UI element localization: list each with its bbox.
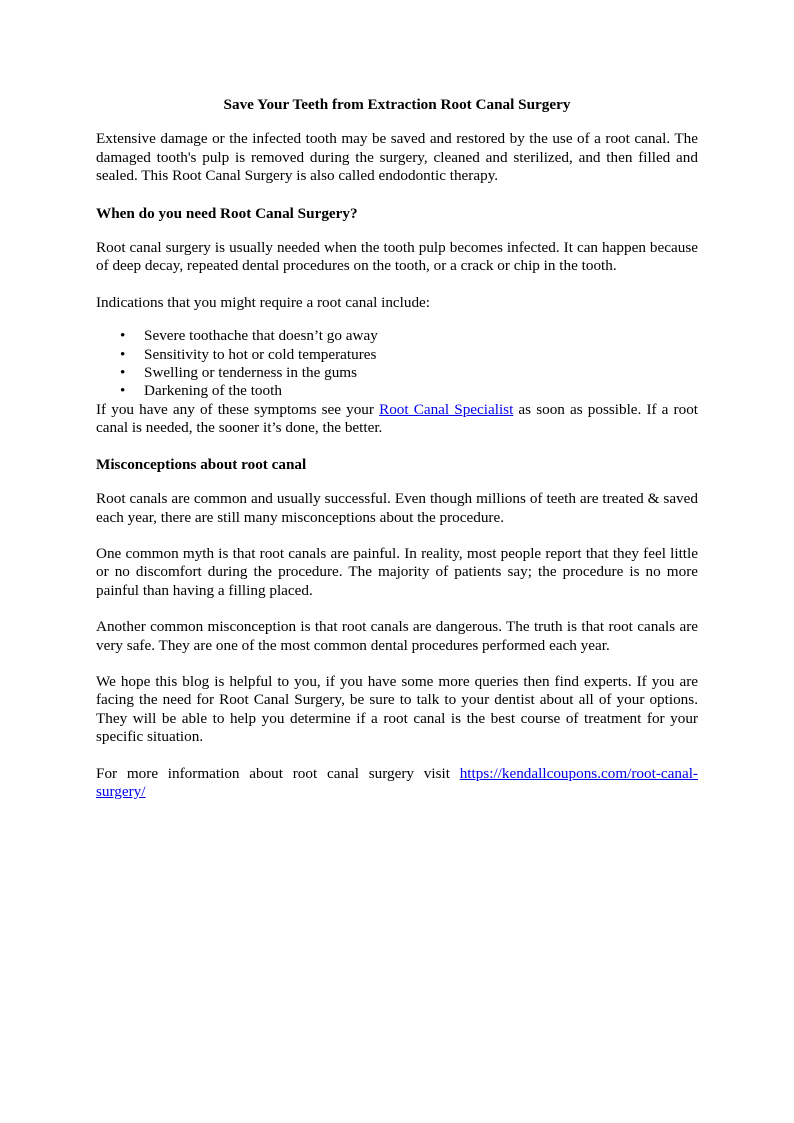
symptoms-text-after: as soon as possible. If a root canal is needed, the sooner it’s done, the better.: [96, 400, 699, 437]
when-paragraph: Root canal surgery is usually needed when the tooth pulp becomes infected. It can happen because of deep decay, repeated dental procedures on the tooth, or a crack or chip in the tooth.: [96, 239, 698, 275]
misconceptions-paragraph-3: Another common misconception is that root canals are dangerous. The truth is that root canals are very safe. They are one of the most common dental procedures performed each year.: [96, 618, 698, 654]
document-page: [96, 96, 698, 819]
more-info-text: For more information about root canal surgery visit: [96, 764, 460, 782]
indications-intro: Indications that you might require a root canal include:: [96, 293, 431, 311]
root-canal-specialist-link[interactable]: Root Canal Specialist: [379, 400, 514, 418]
document-title: Save Your Teeth from Extraction Root Canal Surgery: [223, 96, 571, 113]
list-item: • Severe toothache that doesn’t go away: [96, 327, 698, 345]
section-heading-misconceptions: Misconceptions about root canal: [96, 455, 307, 473]
misconceptions-paragraph-2: One common myth is that root canals are painful. In reality, most people report that they feel little or no discomfort during the procedure. The majority of patients say; the procedure is no more painful than having a filling placed.: [96, 544, 698, 599]
symptoms-paragraph: [96, 401, 698, 438]
misconceptions-paragraph-1: Root canals are common and usually successful. Even though millions of teeth are treated & saved each year, there are still many misconceptions about the procedure.: [96, 490, 698, 526]
symptoms-text-before: If you have any of these symptoms see your: [96, 400, 380, 418]
section-heading-when: When do you need Root Canal Surgery?: [96, 204, 358, 222]
list-item: • Swelling or tenderness in the gums: [96, 364, 698, 382]
indications-list: [96, 327, 698, 401]
more-info-link[interactable]: https://kendallcoupons.com/root-canal-surgery/: [96, 764, 698, 800]
list-item: • Sensitivity to hot or cold temperatures: [96, 346, 698, 364]
list-item: • Darkening of the tooth: [96, 382, 698, 400]
misconceptions-paragraph-4: We hope this blog is helpful to you, if you have some more queries then find experts. If you are facing the need for Root Canal Surgery, be sure to talk to your dentist about all of your options. They will be able to help you determine if a root canal is the best course of treatment for your specific situation.: [96, 672, 698, 746]
more-info-paragraph: [96, 765, 698, 802]
intro-paragraph: Extensive damage or the infected tooth may be saved and restored by the use of a root canal. The damaged tooth's pulp is removed during the surgery, cleaned and sterilized, and then filled and sealed. This Root Canal Surgery is also called endodontic therapy.: [96, 130, 698, 185]
